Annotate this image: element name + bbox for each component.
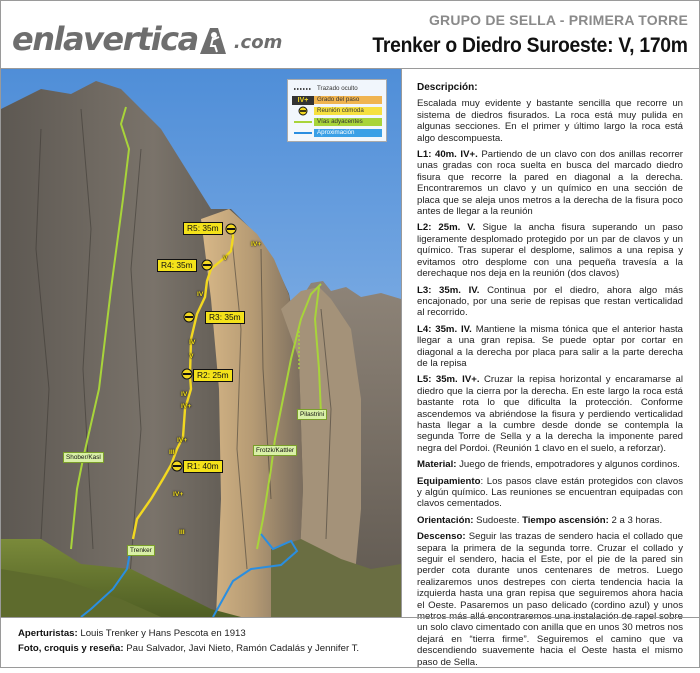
- green-line-icon: [292, 120, 314, 124]
- pitch-text: Sigue la ancha fisura superando un paso ligeramente desplomado protegido por un par de clavos y un químico. Tras superar el desplome, salimos a una repisa y evitamos otro desplome con una pequeña travesía a la derechaque nos deja en la reunión (dos clavos): [417, 222, 684, 280]
- logo-text: enlavertica: [12, 20, 198, 58]
- pitch-4: [417, 324, 683, 370]
- openers-label: Aperturistas:: [18, 628, 78, 639]
- dotted-line-icon: [292, 87, 314, 91]
- footer-divider: [0, 617, 700, 618]
- credits-footer: [18, 626, 359, 656]
- grade-label: V: [223, 255, 228, 262]
- column-divider: [401, 69, 402, 617]
- topo-photo: [1, 69, 401, 617]
- grade-label: IV+: [177, 437, 188, 444]
- route-tag-shober: Shober/Kasl: [63, 452, 104, 463]
- grade-label: V: [189, 353, 194, 360]
- grade-box-icon: IV+: [292, 96, 314, 105]
- equipment-info: [417, 476, 683, 510]
- pitch-label: L5: 35m. IV+.: [417, 374, 480, 386]
- credits-text: Pau Salvador, Javi Nieto, Ramón Cadalás y Jennifer T.: [123, 643, 360, 654]
- grade-label: IV: [189, 339, 196, 346]
- pitch-2: [417, 222, 683, 279]
- pitch-5: [417, 374, 683, 454]
- description-heading: Descripción:: [417, 82, 478, 93]
- legend-label: Aproximación: [314, 129, 382, 137]
- topo-legend: [287, 79, 387, 142]
- openers-line: [18, 626, 359, 641]
- legend-item: [292, 127, 382, 138]
- legend-label: Grado del paso: [314, 96, 382, 104]
- credits-line: [18, 641, 359, 656]
- pitch-text: Partiendo de un clavo con dos anillas recorrer unas gradas con roca suelta en busca del marcado diedro fisura que recorre la pared en diagonal a la derecha. Encontraremos un clavo y un químico en una sección de placa que se aleja unos metros a la derecha de la fisura poco antes de llegar a la reunión: [417, 149, 683, 218]
- belay-tag-r2: R2: 25m: [193, 369, 233, 382]
- belay-station-icon: [292, 106, 314, 116]
- credits-label: Foto, croquis y reseña:: [18, 643, 124, 654]
- grade-label: IV: [181, 391, 188, 398]
- equipment-text: : Los pasos clave están protegidos con clavos y algún químico. Las reuniones se encuentran equipadas con clavos cementados.: [417, 475, 683, 510]
- route-description: [417, 82, 683, 673]
- blue-line-icon: [292, 131, 314, 135]
- orientation-info: [417, 515, 683, 526]
- pitch-text: Cruzar la repisa horizontal y encaramarse al diedro que la cierra por la derecha. En este largo la roca está bastante rota lo que dificulta la protección. Conforme ascendemos va abriéndose la fisura y perdiendo verticalidad hasta llegar a la cumbre desde donde se contempla la segunda Torre de Sella y a la derecha la imponente pared negra del Pordoi. (Reunión 1 clavo en el suelo, a reforzar).: [417, 374, 683, 454]
- pitch-label: L1: 40m. IV+.: [417, 149, 478, 161]
- belay-tag-r5: R5: 35m: [183, 222, 223, 235]
- material-info: [417, 459, 683, 470]
- route-tag-frotzk: Frotzk/Kattler: [253, 445, 297, 456]
- site-logo[interactable]: [12, 18, 282, 60]
- orientation-text: Sudoeste.: [473, 514, 520, 526]
- route-tag-pilastrini: Pilastrini: [297, 409, 327, 420]
- descent-text: Seguir las trazas de sendero hacia el collado que separa la primera de la segunda torre. Cruzar el collado y seguir el sendero, hacia el Este, por el pie de la pared sin perder cota durante unos centenares de metros. Luego realizaremos unos destrepes con cierta tendencia hacia la izquierda hasta una gran repisa que seguiremos ahora hacia el Oeste. Pasaremos un paso delicado (cordino azul) y unos un solo clavo cimentado con anilla que en unos 30 metros nos dejará en “tierra firme”. Seguiremos el camino que va descendiendo suavemente hacia el Oeste hasta el mismo paso de Sella.: [417, 531, 683, 668]
- description-intro: Escalada muy evidente y bastante sencilla que recorre un sistema de diedros fisurados. La roca está muy pulida en algunas secciones. En el primer y último largo la roca está algo descompuesta.: [417, 98, 683, 144]
- grade-label: IV+: [181, 403, 192, 410]
- equipment-label: Equipamiento: [417, 475, 481, 487]
- descent-label: Descenso:: [417, 531, 466, 543]
- pitch-label: L2: 25m. V.: [417, 222, 476, 234]
- grade-label: III: [169, 449, 175, 456]
- legend-item: [292, 106, 382, 117]
- pitch-label: L4: 35m. IV.: [417, 323, 472, 335]
- pitch-3: [417, 285, 683, 319]
- legend-item: [292, 116, 382, 127]
- pitch-text: Continua por el diedro, ahora algo más encajonado, por una serie de repisas que restan verticalidad al recorrido.: [417, 284, 684, 319]
- material-label: Material:: [417, 459, 457, 471]
- page-title: Trenker o Diedro Suroeste: V, 170m: [372, 34, 688, 57]
- route-tag-trenker: Trenker: [127, 545, 155, 556]
- grade-label: IV+: [251, 241, 262, 248]
- legend-item: [292, 84, 382, 95]
- pitch-1: [417, 149, 683, 217]
- time-label: Tiempo ascensión:: [522, 514, 609, 526]
- belay-tag-r1: R1: 40m: [183, 460, 223, 473]
- pitch-label: L3: 35m. IV.: [417, 284, 480, 296]
- grade-label: III: [179, 529, 185, 536]
- descent-info: [417, 531, 683, 668]
- belay-tag-r4: R4: 35m: [157, 259, 197, 272]
- grade-label: IV: [197, 291, 204, 298]
- legend-label: Vías adyacentes: [314, 118, 382, 126]
- group-subtitle: GRUPO DE SELLA - PRIMERA TORRE: [428, 12, 688, 28]
- climber-logo-icon: [196, 22, 232, 56]
- belay-tag-r3: R3: 35m: [205, 311, 245, 324]
- rock-face-image: [1, 69, 401, 617]
- openers-text: Louis Trenker y Hans Pescota en 1913: [77, 628, 246, 639]
- legend-label: Trazado oculto: [317, 85, 358, 93]
- pitch-text: Mantiene la misma tónica que el anterior hasta llegar a una gran repisa. Se puede optar por cortar en diagonal a la derecha por placa para salir a la parte derecha de la repisa: [417, 323, 684, 369]
- legend-item: [292, 95, 382, 106]
- legend-label: Reunión cómoda: [314, 107, 382, 115]
- orientation-label: Orientación:: [417, 514, 474, 526]
- time-text: 2 a 3 horas.: [608, 514, 663, 526]
- grade-label: IV+: [173, 491, 184, 498]
- material-text: Juego de friends, empotradores y algunos cordinos.: [456, 459, 680, 471]
- logo-suffix: .com: [233, 31, 283, 53]
